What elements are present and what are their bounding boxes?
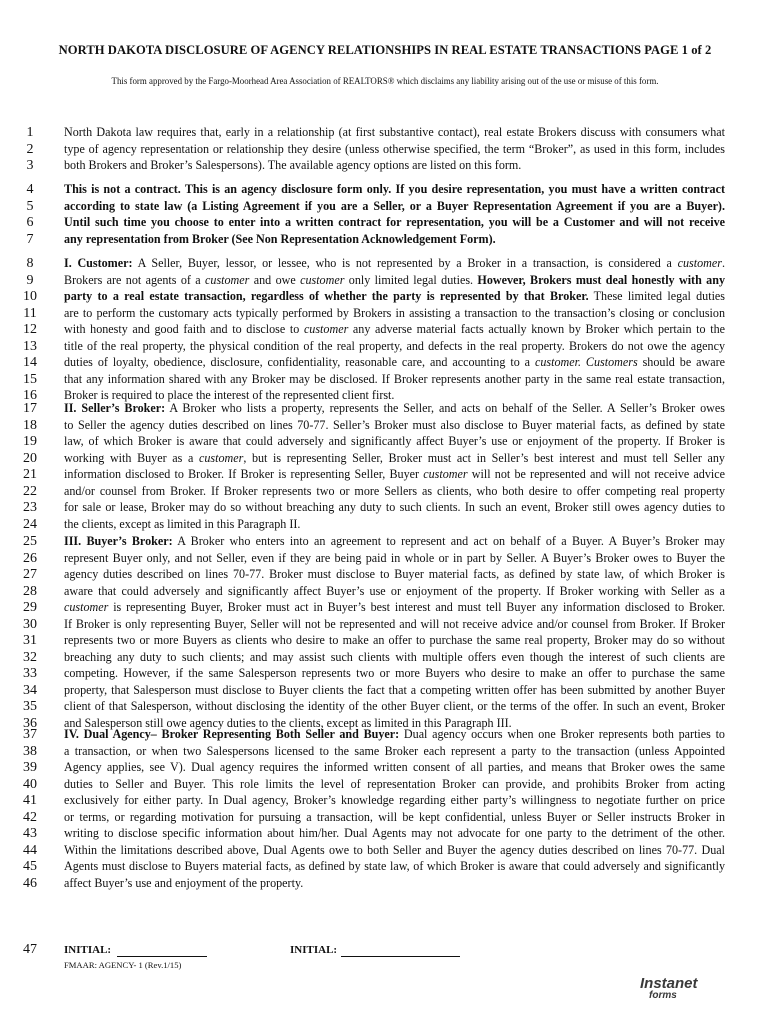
initial-label-1: INITIAL:: [64, 944, 112, 956]
line-number: 2: [26, 141, 34, 157]
document-line: [0, 665, 770, 682]
text-run: duties of loyalty, obedience, disclosure, confidentiality, reasonable care, and accounting to a: [64, 355, 535, 369]
document-line: [0, 599, 770, 616]
document-line: [0, 466, 770, 483]
line-text: [64, 698, 725, 715]
text-run: any representation from Broker (See Non Representation Acknowledgement Form).: [64, 231, 496, 246]
line-text: [64, 776, 725, 793]
line-number: 34: [23, 682, 37, 698]
line-number: 30: [23, 616, 37, 632]
text-run: and/or counsel from Broker. If Broker represents two or more Sellers as clients, who both desire to offer competing real property: [64, 483, 725, 498]
initial-label-2: INITIAL:: [290, 944, 338, 956]
document-line: [0, 566, 770, 583]
line-text: [64, 649, 725, 666]
document-line: [0, 354, 770, 371]
document-line: [0, 321, 770, 338]
instanet-forms-logo: [640, 976, 720, 1000]
line-text: [64, 792, 725, 809]
line-number: 27: [23, 567, 37, 582]
line-number: 36: [23, 715, 37, 731]
document-line: [0, 776, 770, 793]
line-number: 8: [26, 256, 34, 271]
line-number: 12: [23, 322, 37, 337]
text-run: A Broker who enters into an agreement to represent and act on behalf of a Buyer. A Buyer’s Broker may: [172, 534, 725, 548]
line-number: 13: [23, 338, 37, 354]
document-line: [0, 181, 770, 198]
text-run: aware that could adversely and significantly affect Buyer’s use or enjoyment of the property. If Broker working with Seller as a: [64, 583, 725, 598]
line-number: 41: [23, 793, 37, 808]
line-number: 14: [23, 355, 37, 370]
document-line: [0, 417, 770, 434]
line-text: [64, 743, 725, 760]
document-line: [0, 214, 770, 231]
line-number: 25: [23, 534, 37, 549]
text-run: that any information shared with any Broker may be disclosed. If Broker represents another party in the same real estate transaction,: [64, 371, 725, 386]
line-text: [64, 450, 725, 467]
line-text: [64, 726, 725, 743]
line-text: [64, 214, 725, 231]
line-number: 26: [23, 550, 37, 566]
document-line: [0, 550, 770, 567]
text-run: competing. However, if the same Salesperson represents two or more Buyers who desire to make an offer to purchase the same: [64, 666, 725, 680]
line-number: 3: [26, 158, 34, 173]
line-number: 46: [23, 875, 37, 891]
initials-row: [0, 942, 770, 962]
line-text: [64, 665, 725, 682]
text-run: party to a real estate transaction, regardless of whether the party is represented by that Broker.: [64, 289, 589, 303]
document-line: [0, 698, 770, 715]
document-line: [0, 483, 770, 500]
line-number: 29: [23, 600, 37, 615]
document-line: [0, 759, 770, 776]
document-line: [0, 288, 770, 305]
line-text: [64, 632, 725, 649]
text-run: with honesty and good faith and to disclose to: [64, 322, 304, 336]
text-run: type of agency representation or relationship they desire (unless otherwise specified, the term “Broker”, as used in this form, includes: [64, 141, 725, 156]
initial-field-1[interactable]: [117, 956, 207, 957]
line-number: 15: [23, 371, 37, 387]
document-line: [0, 649, 770, 666]
document-line: [0, 533, 770, 550]
text-run: to Seller the agency duties described on lines 70-77. Seller’s Broker must also disclose to Buyer material facts, as defined by state: [64, 417, 725, 432]
text-run: will not be represented and will not receive advice: [467, 467, 725, 481]
line-number: 1: [26, 125, 34, 140]
document-line: [0, 632, 770, 649]
document-line: [0, 231, 770, 248]
line-number: 45: [23, 859, 37, 874]
text-run: client of that Salesperson, without disclosing the identity of the other Buyer client, or the terms of the offer. In such an event, Broker: [64, 699, 725, 713]
text-run: information disclosed to Broker. If Broker is representing Seller, Buyer: [64, 467, 424, 481]
document-line: [0, 792, 770, 809]
line-number: 37: [23, 727, 37, 742]
line-text: [64, 809, 725, 826]
document-line: [0, 875, 770, 892]
line-text: [64, 371, 725, 388]
document-line: [0, 124, 770, 141]
text-run: .: [721, 256, 725, 270]
document-line: [0, 450, 770, 467]
line-number: 31: [23, 633, 37, 648]
line-number: 6: [26, 215, 34, 230]
line-text: [64, 842, 725, 859]
line-number: 42: [23, 809, 37, 825]
line-number: 47: [23, 942, 37, 957]
line-text: [64, 181, 725, 198]
text-run: , but is representing Seller, Broker must act in Seller’s best interest and must tell Seller any: [243, 450, 725, 465]
text-run: A Broker who lists a property, represents the Seller, and acts on behalf of the Seller. A Seller’s Broker owes: [165, 401, 725, 415]
line-text: [64, 255, 725, 272]
line-number: 17: [23, 401, 37, 416]
document-line: [0, 858, 770, 875]
text-run: and owe: [249, 272, 301, 287]
document-subtitle: This form approved by the Fargo-Moorhead Area Association of REALTORS® which disclaims any liability arising out of the use or misuse of this form.: [111, 76, 659, 86]
line-number: 33: [23, 666, 37, 681]
document-line: [0, 198, 770, 215]
text-run: Within the limitations described above, Dual Agents owe to both Seller and Buyer the agency duties described on lines 70-77. Dual: [64, 842, 725, 857]
line-number: 43: [23, 826, 37, 841]
line-number: 16: [23, 388, 37, 403]
line-text: [64, 566, 725, 583]
line-number: 20: [23, 450, 37, 466]
document-line: [0, 272, 770, 289]
line-text: [64, 550, 725, 567]
text-run: the clients, except as limited in this Paragraph II.: [64, 516, 301, 531]
text-run: Broker is required to place the interest of the represented client first.: [64, 388, 395, 402]
text-run: customer: [198, 450, 244, 465]
text-run: customer: [423, 467, 468, 481]
line-number: 21: [23, 467, 37, 482]
line-number: 18: [23, 417, 37, 433]
text-run: customer. Customers: [534, 355, 638, 369]
line-text: [64, 272, 725, 289]
text-run: II. Seller’s Broker:: [64, 401, 166, 415]
line-text: [64, 321, 725, 338]
line-text: [64, 305, 725, 322]
text-run: or terms, or regarding motivation for pursuing a transaction, will be kept confidential, unless Buyer or Seller instructs Broker in: [64, 809, 725, 824]
line-number: 44: [23, 842, 37, 858]
line-text: [64, 433, 725, 450]
document-line: [0, 616, 770, 633]
document-line: [0, 809, 770, 826]
document-line: [0, 338, 770, 355]
text-run: A Seller, Buyer, lessor, or lessee, who is not represented by a Broker in a transaction, is considered a: [132, 256, 678, 270]
text-run: customer: [303, 322, 349, 336]
line-text: [64, 157, 725, 174]
line-text: [64, 533, 725, 550]
text-run: according to state law (a Listing Agreement if you are a Seller, or a Buyer Representation Agreement if you are a Buyer).: [64, 198, 725, 213]
text-run: are to perform the customary acts typically performed by Brokers in assisting a transaction to the transaction’s closing or conclusion: [64, 305, 725, 320]
text-run: working with Buyer as a: [64, 450, 199, 465]
line-text: [64, 516, 725, 533]
text-run: Until such time you choose to enter into a written contract for representation, you will be a Customer and will not receive: [64, 215, 725, 229]
text-run: affect Buyer’s use and enjoyment of the property.: [64, 875, 304, 890]
text-run: exclusively for either party. In Dual agency, Broker’s knowledge regarding either party’s willingness to negotiate further on price: [64, 793, 725, 807]
text-run: should be aware: [637, 355, 725, 369]
logo-line-1: Instanet: [640, 975, 698, 992]
text-run: writing to disclose specific information about him/her. Dual Agents may not advocate for one party to the detriment of the other.: [64, 826, 725, 840]
line-text: [64, 499, 725, 516]
document-line: [0, 499, 770, 516]
document-line: [0, 825, 770, 842]
text-run: I. Customer:: [64, 256, 133, 270]
text-run: any adverse material facts actually known by Broker which pertain to the: [348, 322, 725, 336]
line-text: [64, 198, 725, 215]
text-run: is representing Buyer, Broker must act in Buyer’s best interest and must tell Buyer any information disclosed to Broker.: [108, 600, 725, 614]
text-run: These limited legal duties: [588, 289, 726, 303]
document-line: [0, 433, 770, 450]
document-line: [0, 141, 770, 158]
text-run: duties to Seller and Buyer. This role limits the level of representation Broker can provide, and prohibits Broker from acting: [64, 776, 725, 791]
line-number: 35: [23, 699, 37, 714]
line-number: 11: [23, 305, 37, 321]
line-number: 4: [26, 182, 34, 197]
text-run: customer: [64, 600, 109, 614]
text-run: represent Buyer only, and not Seller, even if they are being paid in whole or in part by Seller. A Buyer’s Broker owes to Buyer the: [64, 550, 725, 565]
document-line: [0, 305, 770, 322]
line-text: [64, 759, 725, 776]
line-text: [64, 417, 725, 434]
line-number: 7: [26, 231, 34, 247]
line-text: [64, 682, 725, 699]
line-text: [64, 858, 725, 875]
text-run: customer: [300, 272, 345, 287]
text-run: customer: [677, 256, 722, 270]
line-number: 32: [23, 649, 37, 665]
text-run: a transaction, or when two Salespersons licensed to the same Broker each represent a party to the transaction (unless Appointed: [64, 743, 725, 758]
text-run: represents two or more Buyers as clients who desire to make an offer to purchase the same real property, Broker may do so without: [64, 633, 725, 647]
text-run: IV. Dual Agency– Broker Representing Both Seller and Buyer:: [64, 727, 400, 741]
line-text: [64, 231, 725, 248]
text-run: property, that Salesperson must disclose to Buyer clients the fact that a competing written offer has been submitted by another Buyer: [64, 682, 725, 697]
line-text: [64, 825, 725, 842]
line-text: [64, 141, 725, 158]
document-line: [0, 255, 770, 272]
line-text: [64, 354, 725, 371]
document-line: [0, 400, 770, 417]
line-number: 10: [23, 289, 37, 304]
document-title: NORTH DAKOTA DISCLOSURE OF AGENCY RELATIONSHIPS IN REAL ESTATE TRANSACTIONS PAGE 1 of 2: [58, 43, 712, 57]
text-run: Brokers are not agents of a: [64, 272, 206, 287]
text-run: and Salesperson still owe agency duties to the clients, except as limited in this Paragraph III.: [64, 715, 512, 730]
text-run: law, of which Broker is aware that could adversely and significantly affect Buyer’s use or enjoyment of the property. If Broker is: [64, 434, 725, 448]
line-text: [64, 875, 725, 892]
text-run: customer: [205, 272, 250, 287]
text-run: III. Buyer’s Broker:: [64, 534, 173, 548]
document-line: [0, 842, 770, 859]
document-line: [0, 157, 770, 174]
text-run: title of the real property, the physical condition of the real property, and defects in the real property. Brokers do not owe the agency: [64, 338, 725, 353]
line-number: 40: [23, 776, 37, 792]
line-number: 39: [23, 760, 37, 775]
text-run: for sale or lease, Broker may do so without breaching any duty to such clients. In such an event, Broker still owes agency duties to: [64, 500, 725, 514]
line-text: [64, 616, 725, 633]
line-text: [64, 124, 725, 141]
line-number: 24: [23, 516, 37, 532]
document-line: [0, 516, 770, 533]
document-line: [0, 682, 770, 699]
line-number: 19: [23, 434, 37, 449]
line-text: [64, 583, 725, 600]
line-number: 22: [23, 483, 37, 499]
line-number: 28: [23, 583, 37, 599]
text-run: Agency applies, see V). Dual agency requires the informed written consent of all parties, and means that Broker owes the same: [64, 760, 725, 774]
document-line: [0, 371, 770, 388]
line-text: [64, 400, 725, 417]
line-number: 5: [26, 198, 34, 214]
line-number: 23: [23, 500, 37, 515]
initial-field-2[interactable]: [341, 956, 460, 957]
text-run: only limited legal duties.: [344, 272, 478, 287]
line-text: [64, 483, 725, 500]
document-line: [0, 743, 770, 760]
text-run: This is not a contract. This is an agency disclosure form only. If you desire representation, you must have a written contract: [64, 182, 725, 196]
form-id: FMAAR: AGENCY- 1 (Rev.1/15): [64, 960, 182, 970]
text-run: agency duties described on lines 70-77. Broker must disclose to Buyer material facts, as defined by state law, of which Broker is: [64, 567, 725, 581]
document-line: [0, 726, 770, 743]
text-run: Agents must disclose to Buyers material facts, as defined by state law, of which Broker is aware that could adversely and significantly: [64, 859, 725, 873]
line-text: [64, 288, 725, 305]
text-run: both Brokers and Broker’s Salespersons). The available agency options are listed on this form.: [64, 158, 522, 172]
text-run: North Dakota law requires that, early in a relationship (at first substantive contact), real estate Brokers discuss with consumers what: [64, 125, 725, 139]
text-run: Dual agency occurs when one Broker represents both parties to: [399, 727, 725, 741]
line-number: 9: [26, 272, 34, 288]
line-text: [64, 466, 725, 483]
document-line: [0, 583, 770, 600]
text-run: If Broker is only representing Buyer, Seller will not be represented and will not receive advice and/or counsel from Broker. If Broker: [64, 616, 725, 631]
line-text: [64, 338, 725, 355]
logo-line-2: forms: [649, 990, 677, 1001]
text-run: breaching any duty to such clients; and may assist such clients with multiple offers even though the interest of such clients are: [64, 649, 725, 664]
line-text: [64, 599, 725, 616]
text-run: However, Brokers must deal honestly with any: [477, 272, 725, 287]
line-number: 38: [23, 743, 37, 759]
